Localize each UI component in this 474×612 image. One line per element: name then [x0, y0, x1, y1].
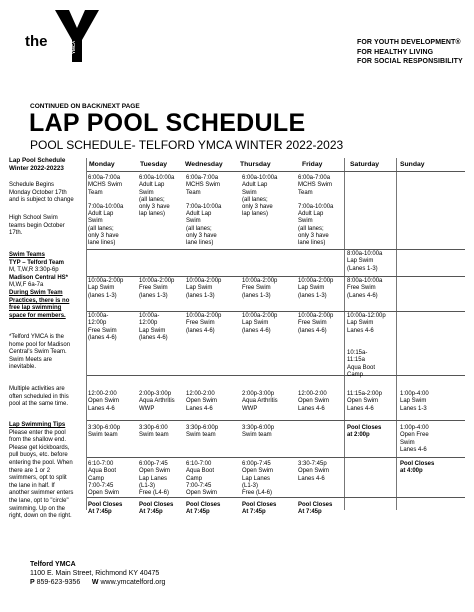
schedule-cell-r9-mon — [88, 502, 122, 517]
cell-line: 8:00a-10:00a — [347, 278, 383, 284]
cell-line: Aqua Arthritis — [242, 398, 278, 405]
note-line: Practices, there is no — [9, 297, 70, 304]
cell-line: (lanes 4-6) — [186, 327, 215, 334]
cell-line: only 3 have — [88, 233, 119, 240]
schedule-cell-r6-wed — [186, 391, 217, 413]
schedule-cell-r9-wed — [186, 502, 220, 517]
cell-line: Lap Lanes — [139, 475, 168, 482]
cell-line: (all lanes; — [298, 225, 324, 232]
cell-line: Adult Lap — [186, 211, 212, 218]
cell-line: 12:00p — [88, 320, 107, 327]
schedule-cell-r7-mon — [88, 425, 120, 440]
note-line: Swim Meets are — [9, 356, 53, 363]
note-line: another swimmer enters — [9, 490, 74, 497]
cell-line: At 7:45p — [298, 509, 322, 516]
schedule-cell-r1-mon — [88, 175, 123, 248]
cell-line — [88, 197, 123, 204]
note-line: Central's Swim Team. — [9, 349, 67, 356]
cell-line: Free Swim — [88, 327, 117, 334]
cell-line: 3:30-7:45p — [298, 461, 327, 467]
schedule-cell-r7-sun — [400, 425, 429, 454]
cell-line: Free Swim — [139, 285, 168, 292]
cell-line: 12:00-2:00 — [186, 391, 215, 397]
note-line: space for members. — [9, 312, 66, 319]
grid-line — [87, 276, 465, 277]
cell-line: 8:00a-10:00a — [347, 251, 383, 257]
note-line: pool at the same time. — [9, 401, 69, 408]
web-label: W — [91, 579, 99, 586]
cell-line: (lanes 1-3) — [186, 292, 215, 299]
note-line: swimmers, opt to split — [9, 475, 67, 482]
day-header-tuesday: Tuesday — [140, 161, 168, 168]
cell-line: 2:00p-3:00p — [139, 391, 172, 397]
footer-address: 1100 E. Main Street, Richmond KY 40475 — [30, 570, 160, 577]
cell-line: (lanes 1-3) — [88, 292, 117, 299]
page-subtitle: POOL SCHEDULE- TELFORD YMCA WINTER 2022-2023 — [30, 138, 344, 152]
schedule-cell-r6-sat — [347, 391, 382, 413]
cell-line: MCHS Swim — [88, 182, 122, 189]
note-line: the lane in half. If — [9, 482, 55, 489]
note-line: there are 1 or 2 — [9, 467, 51, 474]
footer-phone: 859-623-9356 — [36, 579, 81, 586]
note-line: Schedule Begins — [9, 182, 55, 188]
note-line: right, down on the right. — [9, 513, 72, 520]
cell-line: Swim team — [186, 432, 216, 439]
grid-line — [87, 375, 465, 376]
grid-line — [87, 311, 465, 312]
cell-line — [298, 197, 333, 204]
footer-name: Telford YMCA — [30, 561, 76, 568]
note-line: Multiple activities are — [9, 386, 65, 392]
cell-line: 6:10-7:00 — [88, 461, 114, 467]
cell-line: Swim — [298, 218, 313, 225]
cell-line: WWP — [242, 405, 258, 412]
schedule-cell-r4-mon — [88, 313, 117, 342]
day-header-monday: Monday — [89, 161, 115, 168]
cell-line: Open Swim — [139, 468, 171, 475]
cell-line: 10:00a-2:00p — [298, 313, 334, 319]
cell-line: lap lanes) — [139, 211, 166, 218]
tagline-line: FOR HEALTHY LIVING — [357, 48, 434, 56]
cell-line: Adult Lap — [88, 211, 114, 218]
cell-line: 10:00a- — [139, 313, 160, 319]
cell-line: Aqua Arthritis — [139, 398, 175, 405]
note-line: and is subject to change — [9, 197, 74, 204]
tagline-line: FOR SOCIAL RESPONSIBILITY — [357, 58, 463, 65]
cell-line: Lanes 4-6 — [400, 446, 427, 453]
cell-line: Open Swim — [242, 468, 274, 475]
cell-line: Open Swim — [298, 398, 330, 405]
note-line: M,W,F 6a-7a — [9, 282, 44, 289]
cell-line: Free Swim — [298, 320, 327, 327]
cell-line: Camp — [186, 475, 203, 482]
schedule-cell-r8-mon — [88, 461, 119, 497]
grid-line — [87, 420, 465, 421]
cell-line: at 4:00p — [400, 468, 423, 475]
cell-line: Open Swim — [88, 490, 120, 497]
schedule-cell-r8-wed — [186, 461, 217, 497]
schedule-cell-r6-sun — [400, 391, 429, 413]
cell-line: 6:00a-10:00a — [242, 175, 278, 181]
day-header-sunday: Sunday — [400, 161, 425, 168]
cell-line: 2:00p-3:00p — [242, 391, 275, 397]
cell-line: WWP — [139, 405, 155, 412]
cell-line: Swim — [186, 218, 201, 225]
cell-line: Adult Lap — [242, 182, 268, 189]
cell-line: 3:30p-6:00p — [242, 425, 275, 431]
note-heading: Swim Teams — [9, 252, 45, 258]
cell-line: Pool Closes — [400, 461, 435, 467]
cell-line: Lap Lanes — [242, 475, 271, 482]
cell-line: 12:00-2:00 — [88, 391, 117, 397]
cell-line: (lanes 4-6) — [88, 334, 117, 341]
cell-line: 6:00p-7:45 — [242, 461, 271, 467]
cell-line: MCHS Swim — [186, 182, 220, 189]
cell-line: Open Swim — [186, 490, 218, 497]
cell-line: Open Swim — [347, 398, 379, 405]
cell-line: Adult Lap — [139, 182, 165, 189]
note-line: from the shallow end. — [9, 437, 67, 444]
note-line: inevitable. — [9, 364, 37, 371]
cell-line: Open Swim — [186, 398, 218, 405]
table-corner — [9, 157, 65, 172]
schedule-cell-r1-tue — [139, 175, 174, 219]
note-line: entering the pool. When — [9, 459, 73, 466]
cell-line: only 3 have — [242, 204, 273, 211]
cell-line — [186, 197, 221, 204]
cell-line: 10:15a- — [347, 350, 368, 356]
schedule-cell-r1-thu — [242, 175, 277, 219]
cell-line: 7:00-7:45 — [186, 482, 212, 489]
schedule-cell-r3-mon — [88, 278, 123, 300]
cell-line: 10:00a- — [88, 313, 109, 319]
cell-line: Lanes 1-3 — [400, 405, 427, 412]
cell-line: (Lanes 4-6) — [347, 292, 378, 299]
schedule-cell-r9-tue — [139, 502, 173, 517]
cell-line: Lap Swim — [347, 258, 374, 265]
note-swim-teams — [9, 252, 69, 320]
note-line: Monday October 17th — [9, 189, 67, 196]
cell-line: Adult Lap — [298, 211, 324, 218]
cell-line: Pool Closes — [298, 502, 333, 508]
cell-line: 10:00a-2:00p — [88, 278, 124, 284]
schedule-cell-r8-thu — [242, 461, 273, 497]
cell-line: Lanes 4-6 — [298, 405, 325, 412]
cell-line: (all lanes; — [139, 196, 165, 203]
schedule-cell-r3-wed — [186, 278, 221, 300]
note-line: M, T,W,R 3:30p-6p — [9, 267, 59, 274]
cell-line: 10:00a-2:00p — [242, 313, 278, 319]
day-header-wednesday: Wednesday — [185, 161, 223, 168]
cell-line: Lap Swim — [347, 320, 374, 327]
grid-line — [87, 457, 465, 458]
corner-line: Winter 2022-20223 — [9, 164, 64, 172]
cell-line: Team — [88, 189, 103, 196]
page-title: LAP POOL SCHEDULE — [29, 109, 306, 137]
cell-line: (lanes 4-6) — [242, 327, 271, 334]
schedule-cell-r7-sat — [347, 425, 381, 440]
cell-line: (L1-3) — [242, 482, 259, 489]
tagline-line: FOR YOUTH DEVELOPMENT® — [357, 39, 461, 46]
note-line: home pool for Madison — [9, 341, 71, 348]
note-line: often scheduled in this — [9, 393, 69, 400]
cell-line: Swim — [139, 189, 154, 196]
cell-line: Open Swim — [298, 468, 330, 475]
note-telford-home-pool — [9, 334, 70, 372]
cell-line: 7:00-7:45 — [88, 482, 114, 489]
schedule-cell-r4-tue — [139, 313, 168, 342]
cell-line: Camp — [88, 475, 105, 482]
cell-line: Free Swim — [242, 285, 271, 292]
cell-line: 11:15a-2:00p — [347, 391, 382, 397]
cell-line: Pool Closes — [242, 502, 277, 508]
cell-line: Pool Closes — [186, 502, 221, 508]
note-line: Please enter the pool — [9, 429, 66, 436]
cell-line: 6:00a-7:00a — [298, 175, 331, 181]
cell-line: Lanes 4-6 — [186, 405, 213, 412]
cell-line: Free (L4-6) — [139, 490, 170, 497]
schedule-cell-r8-fri — [298, 461, 329, 483]
cell-line: At 7:45p — [88, 509, 112, 516]
schedule-cell-r4-wed — [186, 313, 221, 335]
note-multiple-activities — [9, 386, 69, 409]
cell-line: lane lines) — [298, 240, 326, 247]
cell-line: Pool Closes — [139, 502, 174, 508]
schedule-cell-r3-sat — [347, 278, 382, 300]
cell-line: Open Swim — [88, 398, 120, 405]
schedule-cell-r6-thu — [242, 391, 278, 413]
cell-line: 10:00a-2:00p — [298, 278, 334, 284]
cell-line: 10:00a-2:00p — [242, 278, 278, 284]
note-line: *Telford YMCA is the — [9, 334, 64, 340]
note-line: teams begin October — [9, 222, 65, 229]
continued-note: CONTINUED ON BACK/NEXT PAGE — [30, 103, 140, 110]
schedule-cell-r5-sat — [347, 350, 375, 379]
cell-line: 3:30p-6:00p — [88, 425, 121, 431]
cell-line: (all lanes; — [186, 225, 212, 232]
note-line: During Swim Team — [9, 289, 63, 296]
schedule-cell-r4-fri — [298, 313, 333, 335]
footer — [30, 560, 165, 587]
schedule-cell-r8-tue — [139, 461, 170, 497]
cell-line: only 3 have — [186, 233, 217, 240]
cell-line: Free (L4-6) — [242, 490, 273, 497]
cell-line: Aqua Boot — [186, 468, 215, 475]
cell-line: (Lanes 1-3) — [347, 265, 378, 272]
note-line: free lap swimming — [9, 305, 62, 312]
note-line: swimming. Up on the — [9, 505, 66, 512]
day-header-friday: Friday — [302, 161, 323, 168]
cell-line: Pool Closes — [88, 502, 123, 508]
grid-line — [87, 249, 465, 250]
cell-line: 7:00a-10:00a — [88, 203, 124, 210]
schedule-cell-r9-thu — [242, 502, 276, 517]
note-line: Madison Central HS* — [9, 274, 69, 281]
cell-line: (lanes 1-3) — [242, 292, 271, 299]
cell-line: 10:00a-12:00p — [347, 313, 386, 319]
cell-line: Team — [298, 189, 313, 196]
cell-line: 12:00p — [139, 320, 158, 327]
cell-line: lap lanes) — [242, 211, 269, 218]
cell-line: 6:00a-10:00a — [139, 175, 175, 181]
schedule-cell-r4-thu — [242, 313, 277, 335]
note-lap-tips — [9, 422, 73, 521]
note-schedule-begins — [9, 182, 74, 205]
cell-line: Camp — [347, 371, 364, 378]
cell-line: (all lanes; — [88, 225, 114, 232]
schedule-cell-r2-sat — [347, 251, 382, 273]
schedule-cell-r7-wed — [186, 425, 218, 440]
schedule-cell-r3-thu — [242, 278, 277, 300]
logo-sub: YMCA — [71, 40, 76, 54]
cell-line: (lanes 4-6) — [298, 327, 327, 334]
cell-line: Lap Swim — [186, 285, 213, 292]
schedule-cell-r7-tue — [139, 425, 169, 440]
cell-line: 10:00a-2:00p — [139, 278, 175, 284]
cell-line: Pool Closes — [347, 425, 382, 431]
cell-line: Free Swim — [347, 285, 376, 292]
ymca-logo — [25, 6, 105, 68]
footer-web: www.ymcatelford.org — [100, 579, 166, 586]
cell-line: Swim — [400, 439, 415, 446]
cell-line: 3:30p-6:00p — [186, 425, 219, 431]
schedule-cell-r3-fri — [298, 278, 333, 300]
cell-line: 11:15a — [347, 357, 365, 364]
note-line: 17th. — [9, 230, 23, 237]
schedule-cell-r6-fri — [298, 391, 329, 413]
cell-line: Aqua Boot — [88, 468, 117, 475]
schedule-cell-r1-wed — [186, 175, 221, 248]
cell-line: Swim team — [88, 432, 118, 439]
cell-line: 6:00a-7:00a — [88, 175, 121, 181]
cell-line: At 7:45p — [186, 509, 210, 516]
phone-label: P — [30, 579, 35, 586]
schedule-cell-r6-tue — [139, 391, 175, 413]
cell-line: at 2:00p — [347, 432, 370, 439]
cell-line: At 7:45p — [139, 509, 163, 516]
note-heading: Lap Swimming Tips — [9, 422, 66, 428]
schedule-cell-r7-thu — [242, 425, 274, 440]
cell-line: 10:00a-2:00p — [186, 278, 222, 284]
cell-line: (lanes 1-3) — [139, 292, 168, 299]
note-line: High School Swim — [9, 215, 58, 221]
cell-line: only 3 have — [298, 233, 329, 240]
corner-line: Lap Pool Schedule — [9, 157, 66, 164]
cell-line: Lap Swim — [242, 320, 269, 327]
cell-line: (lanes 1-3) — [298, 292, 327, 299]
cell-line: 12:00-2:00 — [298, 391, 327, 397]
cell-line: 1:00p-4:00 — [400, 425, 429, 431]
cell-line: (all lanes; — [242, 196, 268, 203]
cell-line: Lap Swim — [88, 285, 115, 292]
cell-line: (lanes 4-6) — [139, 334, 168, 341]
cell-line: Lap Swim — [298, 285, 325, 292]
cell-line: lane lines) — [186, 240, 214, 247]
cell-line: 7:00a-10:00a — [298, 203, 334, 210]
cell-line: 3:30p-6:00 — [139, 425, 168, 431]
cell-line: Lap Swim — [139, 327, 166, 334]
cell-line: 6:10-7:00 — [186, 461, 212, 467]
cell-line: 10:00a-2:00p — [186, 313, 222, 319]
cell-line: 6:00p-7:45 — [139, 461, 168, 467]
cell-line: Open Free — [400, 432, 429, 439]
schedule-cell-r4-sat — [347, 313, 386, 335]
cell-line: 1:00p-4:00 — [400, 391, 429, 397]
cell-line: At 7:45p — [242, 509, 266, 516]
cell-line: Swim — [242, 189, 257, 196]
cell-line: 7:00a-10:00a — [186, 203, 222, 210]
schedule-cell-r6-mon — [88, 391, 119, 413]
footer-contact — [30, 578, 165, 587]
grid-line — [87, 171, 465, 172]
schedule-cell-r9-fri — [298, 502, 332, 517]
cell-line: (L1-3) — [139, 482, 156, 489]
cell-line: Lap Swim — [400, 398, 427, 405]
cell-line: Swim — [88, 218, 103, 225]
cell-line: Team — [186, 189, 201, 196]
note-high-school — [9, 215, 65, 238]
cell-line: Lanes 4-6 — [347, 405, 374, 412]
schedule-cell-r8-sun — [400, 461, 434, 476]
cell-line: Free Swim — [186, 320, 215, 327]
cell-line: lane lines) — [88, 240, 116, 247]
cell-line: 6:00a-7:00a — [186, 175, 219, 181]
cell-line: Lanes 4-6 — [298, 475, 325, 482]
schedule-cell-r1-fri — [298, 175, 333, 248]
note-line: the lane, opt to "circle" — [9, 497, 69, 504]
note-line: pull buoys, etc. before — [9, 452, 68, 459]
cell-line: Swim team — [242, 432, 272, 439]
note-line: Please get kickboards, — [9, 444, 70, 451]
cell-line: MCHS Swim — [298, 182, 332, 189]
day-header-thursday: Thursday — [240, 161, 271, 168]
day-header-saturday: Saturday — [350, 161, 380, 168]
cell-line: only 3 have — [139, 204, 170, 211]
tagline — [357, 38, 463, 67]
cell-line: Lanes 4-6 — [347, 327, 374, 334]
note-line: TYP – Telford Team — [9, 259, 65, 266]
schedule-cell-r3-tue — [139, 278, 174, 300]
cell-line: Lanes 4-6 — [88, 405, 115, 412]
cell-line: Swim team — [139, 432, 169, 439]
cell-line: Aqua Boot — [347, 364, 376, 371]
logo-word: the — [25, 33, 48, 50]
